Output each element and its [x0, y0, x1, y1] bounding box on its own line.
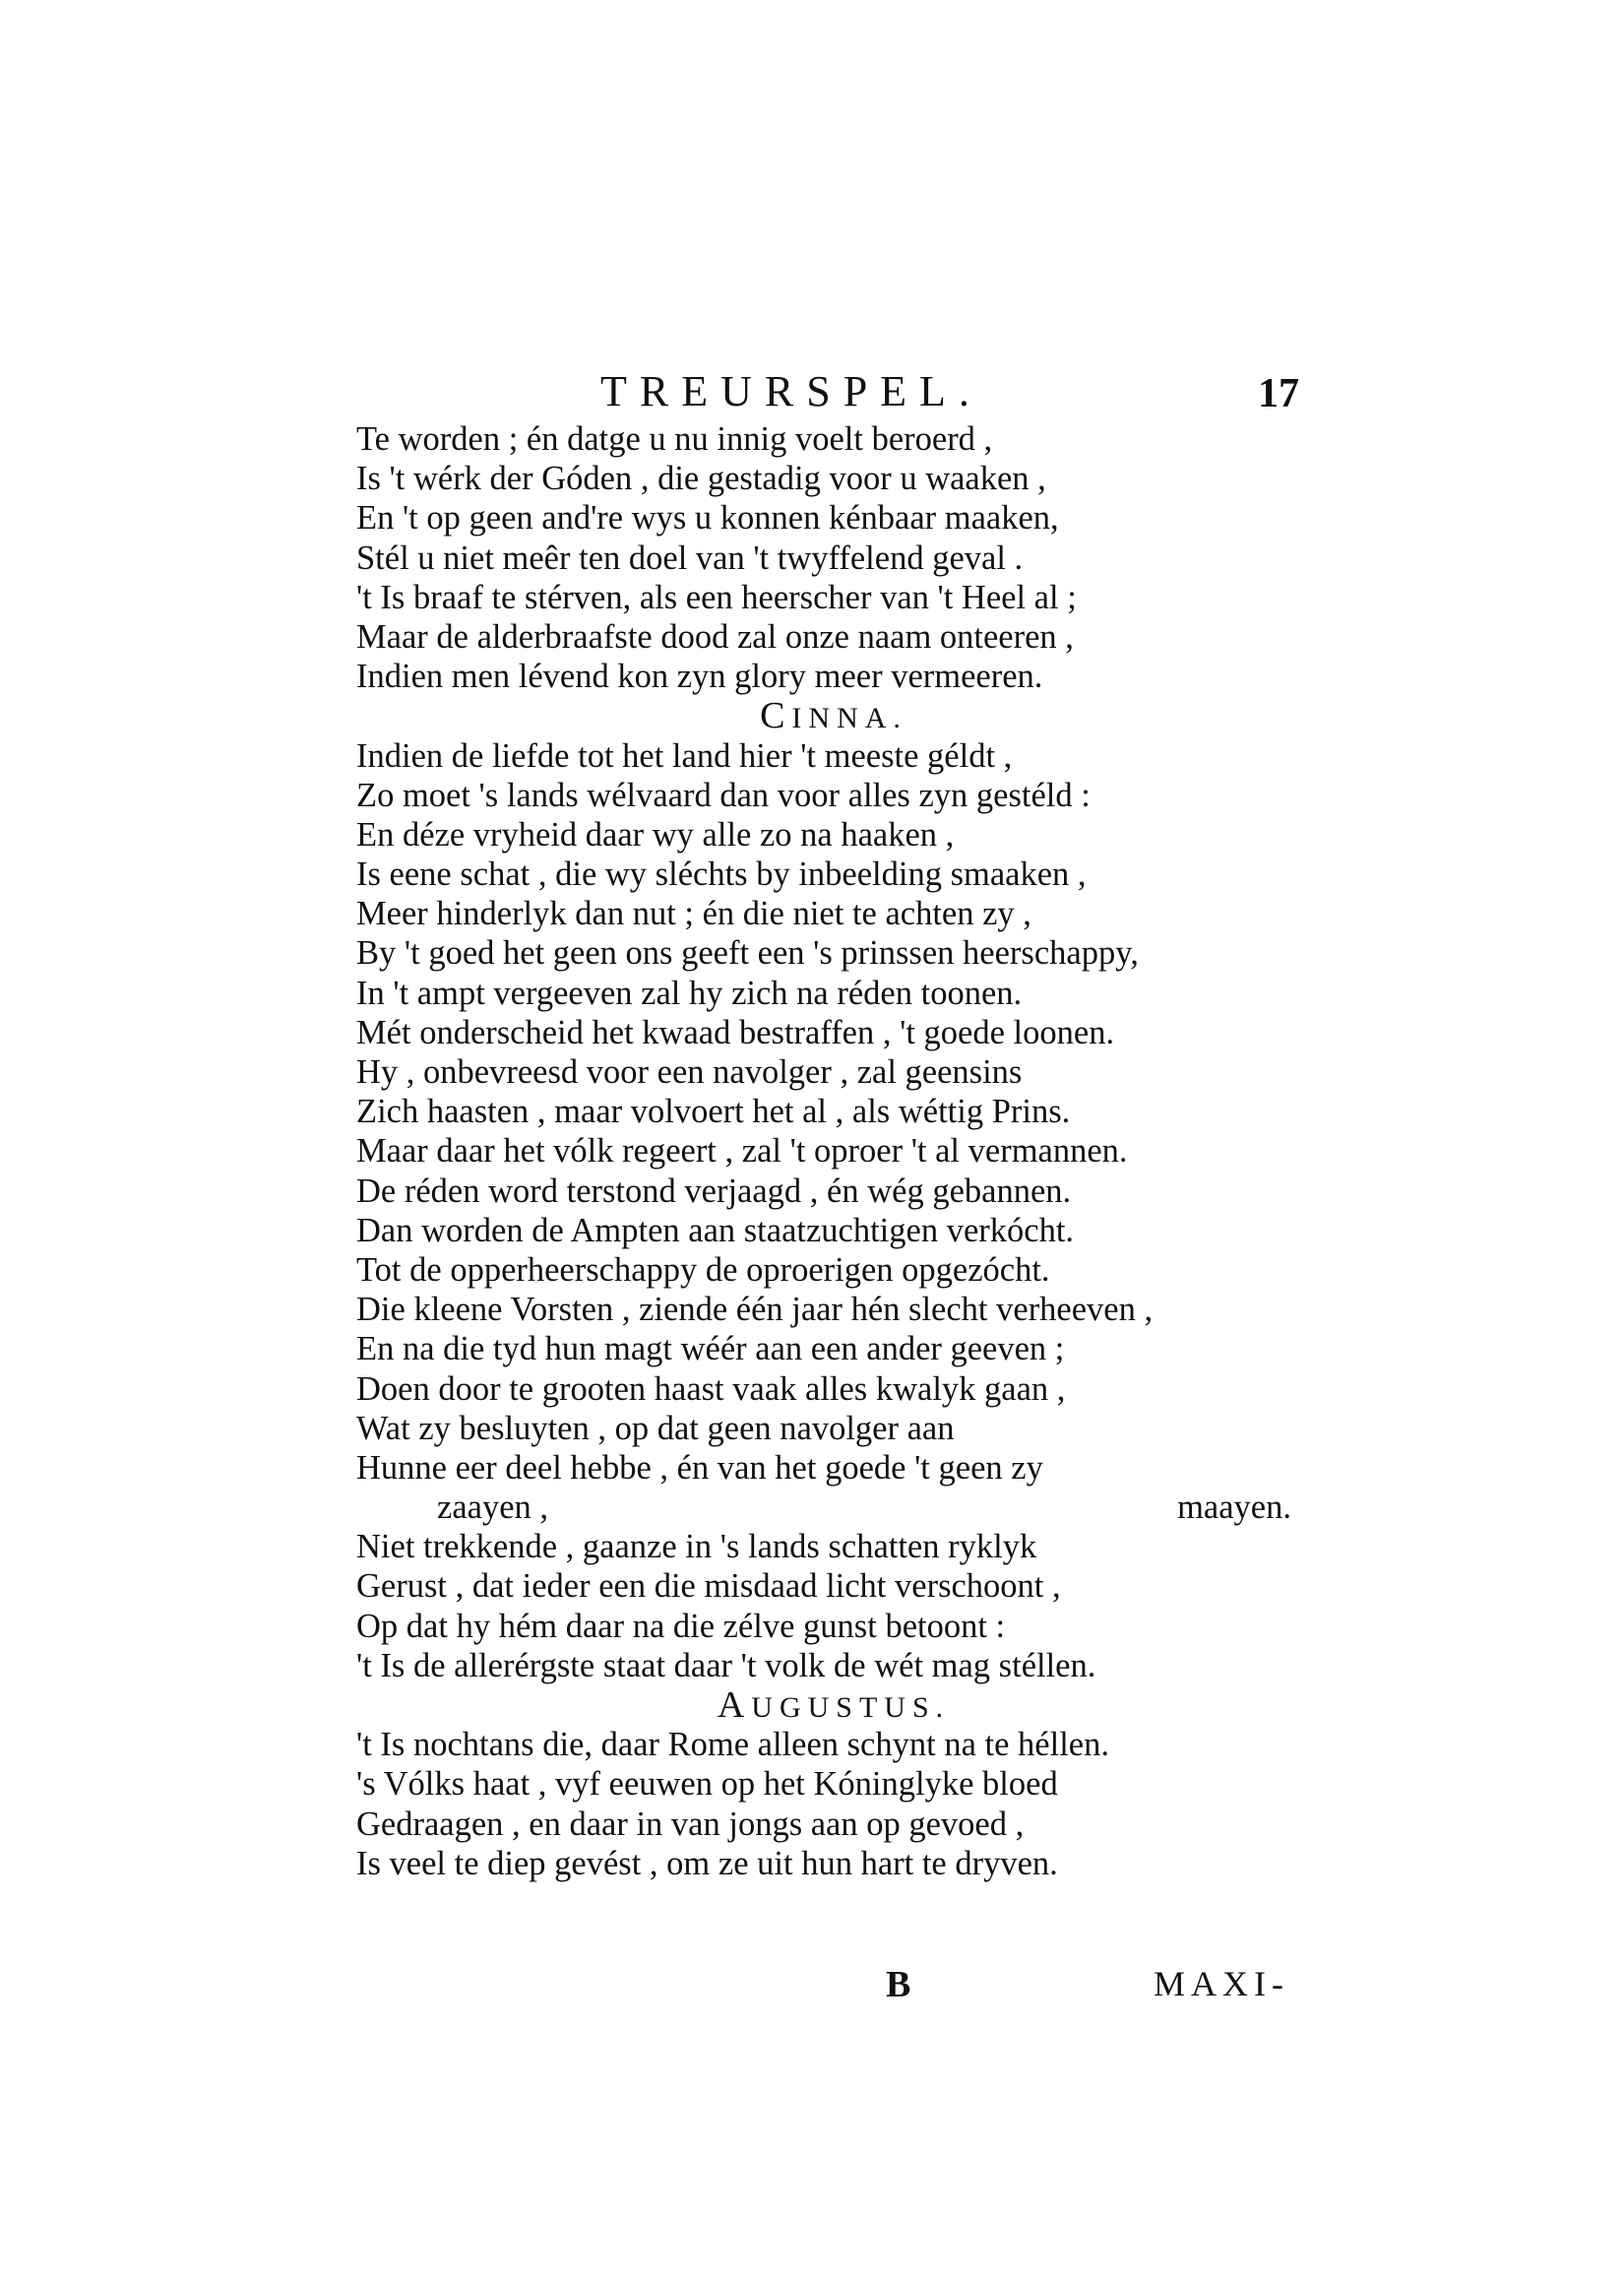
signature-mark: B: [886, 1964, 911, 2005]
verse-line: Is veel te diep gevést , om ze uit hun hart te dryven.: [356, 1844, 1058, 1882]
speaker-name-rest: INNA.: [791, 702, 907, 735]
verse-line: Indien de liefde tot het land hier 't meeste géldt ,: [356, 736, 1013, 775]
verse-line: Doen door te grooten haast vaak alles kwalyk gaan ,: [356, 1369, 1066, 1408]
verse-line: By 't goed het geen ons geeft een 's prinssen heerschappy,: [356, 934, 1139, 973]
verse-line: Meer hinderlyk dan nut ; én die niet te achten zy ,: [356, 895, 1031, 933]
verse-line: Mét onderscheid het kwaad bestraffen , 't goede loonen.: [356, 1013, 1115, 1051]
verse-line: Op dat hy hém daar na die zélve gunst betoont :: [356, 1607, 1006, 1645]
catchword: MAXI-: [1154, 1964, 1289, 2003]
verse-line: Niet trekkende , gaanze in 's lands schatten ryklyk: [356, 1528, 1037, 1566]
verse-line: Gedraagen , en daar in van jongs aan op gevoed ,: [356, 1805, 1025, 1843]
verse-line: Die kleene Vorsten , ziende één jaar hén slecht verheeven ,: [356, 1291, 1154, 1329]
speaker-initial: C: [760, 695, 792, 737]
verse-line: 't Is de allerérgste staat daar 't volk de wét mag stéllen.: [356, 1646, 1096, 1684]
verse-line: Zich haasten , maar volvoert het al , als wéttig Prins.: [356, 1093, 1071, 1131]
verse-line: 't Is nochtans die, daar Rome alleen schynt na te héllen.: [356, 1726, 1109, 1764]
verse-line: Indien men lévend kon zyn glory meer vermeeren.: [356, 658, 1043, 696]
split-verse-line: [356, 1488, 1311, 1527]
page-header: [354, 362, 1299, 421]
verse-text: [356, 419, 1311, 1883]
verse-line: De réden word terstond verjaagd , én wég gebannen.: [356, 1172, 1072, 1210]
verse-line: Is 't wérk der Góden , die gestadig voor u waaken ,: [356, 460, 1046, 498]
verse-line: In 't ampt vergeeven zal hy zich na réden toonen.: [356, 974, 1023, 1012]
verse-line: Zo moet 's lands wélvaard dan voor alles zyn gestéld :: [356, 776, 1091, 814]
speaker-cinna: [356, 696, 1311, 735]
verse-line: Wat zy besluyten , op dat geen navolger aan: [356, 1409, 955, 1447]
verse-line: Hunne eer deel hebbe , én van het goede 't geen zy: [356, 1448, 1043, 1487]
verse-line: Tot de opperheerschappy de oproerigen opgezócht.: [356, 1250, 1050, 1289]
verse-line: Stél u niet meêr ten doel van 't twyffelend geval .: [356, 539, 1024, 577]
speaker-initial: A: [717, 1684, 752, 1726]
running-title: TREURSPEL.: [600, 367, 982, 415]
verse-line: En déze vryheid daar wy alle zo na haaken ,: [356, 815, 955, 854]
verse-line: Is eene schat , die wy sléchts by inbeelding smaaken ,: [356, 855, 1087, 894]
verse-line: Dan worden de Ampten aan staatzuchtigen verkócht.: [356, 1211, 1075, 1249]
verse-line: En 't op geen and're wys u konnen kénbaar maaken,: [356, 499, 1059, 538]
speaker-name-rest: UGUSTUS.: [751, 1691, 951, 1724]
page-number: 17: [1258, 371, 1299, 416]
verse-line: En na die tyd hun magt wéér aan een ander geeven ;: [356, 1330, 1065, 1368]
verse-line: 't Is braaf te stérven, als een heerscher van 't Heel al ;: [356, 578, 1077, 616]
verse-line: Te worden ; én datge u nu innig voelt beroerd ,: [356, 420, 993, 458]
verse-line: Hy , onbevreesd voor een navolger , zal geensins: [356, 1053, 1023, 1091]
speaker-augustus: [356, 1685, 1311, 1725]
page-footer: [354, 1963, 1309, 2012]
split-line-right: maayen.: [1177, 1489, 1291, 1527]
verse-line: 's Vólks haat , vyf eeuwen op het Kóninglyke bloed: [356, 1765, 1058, 1804]
verse-line: Gerust , dat ieder een die misdaad licht verschoont ,: [356, 1567, 1061, 1606]
split-line-left: zaayen ,: [437, 1489, 549, 1527]
verse-line: Maar de alderbraafste dood zal onze naam onteeren ,: [356, 617, 1074, 656]
verse-line: Maar daar het vólk regeert , zal 't oproer 't al vermannen.: [356, 1132, 1128, 1171]
